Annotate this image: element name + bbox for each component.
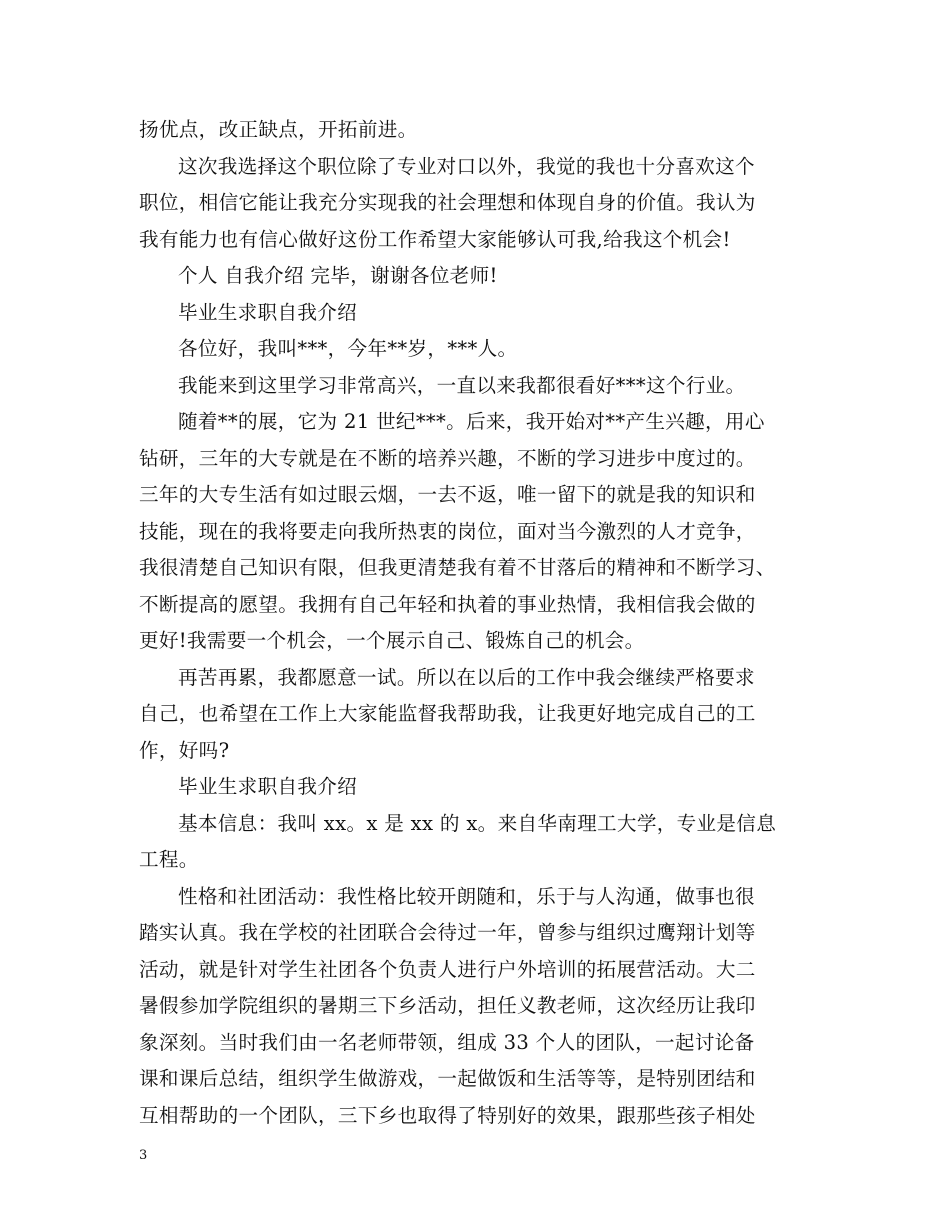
text-line: 再苦再累，我都愿意一试。所以在以后的工作中我会继续严格要求 (178, 665, 755, 689)
paragraph (139, 112, 815, 149)
text-line: 各位好，我叫***，今年**岁，***人。 (178, 337, 518, 360)
text-line: 随着**的展，它为 21 世纪***。后来，我开始对**产生兴趣，用心 (178, 410, 765, 433)
text-line: 活动，就是针对学生社团各个负责人进行户外培训的拓展营活动。大二 (139, 957, 756, 981)
text-line: 技能，现在的我将要走向我所热衷的岗位，面对当今激烈的人才竞争， (139, 519, 756, 543)
text-line: 这次我选择这个职位除了专业对口以外，我觉的我也十分喜欢这个 (178, 154, 755, 178)
page-number: 3 (139, 1148, 148, 1163)
text-line: 工程。 (139, 848, 199, 871)
paragraph (139, 331, 815, 368)
text-line: 课和课后总结，组织学生做游戏，一起做饭和生活等等，是特别团结和 (139, 1067, 756, 1090)
text-line: 三年的大专生活有如过眼云烟，一去不返，唯一留下的就是我的知识和 (139, 483, 756, 506)
text-line: 性格和社团活动：我性格比较开朗随和，乐于与人沟通，做事也很 (178, 884, 755, 908)
text-line: 基本信息：我叫 xx。x 是 xx 的 x。来自华南理工大学，专业是信息 (178, 811, 777, 835)
paragraph (139, 660, 815, 770)
text-line: 毕业生求职自我介绍 (178, 300, 358, 324)
text-line: 个人 自我介绍 完毕，谢谢各位老师! (178, 264, 498, 287)
paragraph (139, 769, 815, 806)
text-line: 踏实认真。我在学校的社团联合会待过一年，曾参与组织过鹰翔计划等 (139, 921, 756, 944)
text-line: 我很清楚自己知识有限，但我更清楚我有着不甘落后的精神和不断学习、 (139, 556, 776, 579)
text-line: 扬优点，改正缺点，开拓前进。 (139, 118, 418, 141)
text-line: 毕业生求职自我介绍 (178, 775, 358, 798)
paragraph (139, 368, 815, 405)
paragraph (139, 806, 815, 879)
text-line: 作，好吗? (139, 738, 230, 762)
paragraph (139, 295, 815, 332)
text-line: 象深刻。当时我们由一名老师带领，组成 33 个人的团队，一起讨论备 (139, 1030, 755, 1054)
text-line: 不断提高的愿望。我拥有自己年轻和执着的事业热情，我相信我会做的 (139, 592, 756, 616)
document-body (139, 112, 815, 1134)
text-line: 互相帮助的一个团队，三下乡也取得了特别好的效果，跟那些孩子相处 (139, 1103, 756, 1127)
paragraph (139, 404, 815, 660)
text-line: 暑假参加学院组织的暑期三下乡活动，担任义教老师，这次经历让我印 (139, 994, 756, 1017)
text-line: 我有能力也有信心做好这份工作希望大家能够认可我,给我这个机会! (139, 227, 731, 251)
text-line: 钻研，三年的大专就是在不断的培养兴趣，不断的学习进步中度过的。 (139, 446, 756, 470)
text-line: 职位，相信它能让我充分实现我的社会理想和体现自身的价值。我认为 (139, 191, 756, 214)
text-line: 自己，也希望在工作上大家能监督我帮助我，让我更好地完成自己的工 (139, 702, 756, 725)
paragraph (139, 149, 815, 259)
text-line: 我能来到这里学习非常高兴，一直以来我都很看好***这个行业。 (178, 373, 746, 397)
text-line: 更好!我需要一个机会，一个展示自己、锻炼自己的机会。 (139, 629, 645, 652)
paragraph (139, 258, 815, 295)
paragraph (139, 879, 815, 1135)
